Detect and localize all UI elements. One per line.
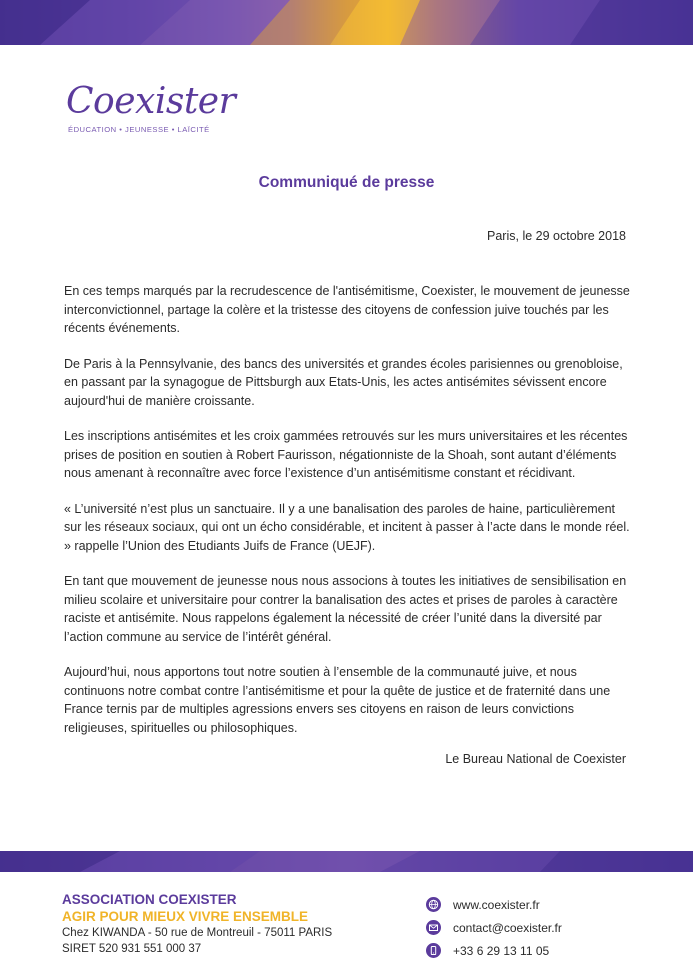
press-release-body [64,282,630,754]
paragraph: Aujourd’hui, nous apportons tout notre soutien à l’ensemble de la communauté juive, et nous continuons notre combat contre l’antisémitisme et pour la quête de justice et de fraternité dans une France ternis par de multiples agressions envers ses citoyens en raison de leurs convictions religieuses, spirituelles ou philosophiques. [64,665,611,735]
footer-triangle-pattern [0,851,693,872]
signature: Le Bureau National de Coexister [445,752,626,766]
footer-org-name: ASSOCIATION COEXISTER [62,892,237,907]
website-link[interactable]: www.coexister.fr [453,897,540,912]
coexister-logo [66,80,236,138]
dateline: Paris, le 29 octobre 2018 [487,229,626,243]
document-title: Communiqué de presse [258,174,435,191]
header-triangle-pattern [0,0,693,45]
footer-slogan: AGIR POUR MIEUX VIVRE ENSEMBLE [62,909,309,924]
footer-decorative-band [0,851,693,872]
footer-address: Chez KIWANDA - 50 rue de Montreuil - 75011 PARIS [62,927,333,939]
footer-organization-block [62,891,332,957]
paragraph: Les inscriptions antisémites et les croix gammées retrouvés sur les murs universitaires et les récentes prises de position en soutien à Robert Faurisson, négationniste de la Shoah, sont autant d’éléments nous amenant à reconnaître avec force l’existence d’un antisémitisme constant et récidivant. [64,429,628,480]
paragraph: En tant que mouvement de jeunesse nous nous associons à toutes les initiatives de sensibilisation en milieu scolaire et universitaire pour contrer la banalisation des actes et prises de paroles à caractère raciste et antisémite. Nous rappelons également la nécessité de créer l’unité dans la diversité par l’action commune au service de l’intérêt général. [64,574,627,644]
globe-icon [426,897,441,912]
footer-siret: SIRET 520 931 551 000 37 [62,943,202,955]
logo-wordmark: Coexister [66,81,236,122]
phone-number[interactable]: +33 6 29 13 11 05 [453,943,550,958]
contact-website[interactable] [426,893,562,916]
paragraph: En ces temps marqués par la recrudescence de l'antisémitisme, Coexister, le mouvement de jeunesse interconvictionnel, partage la colère et la tristesse des citoyens de confession juive touchés par les récents événements. [64,284,630,335]
paragraph: « L’université n’est plus un sanctuaire. Il y a une banalisation des paroles de haine, particulièrement sur les réseaux sociaux, qui ont un écho considérable, et incitent à passer à l’acte dans le monde réel. » rappelle l’Union des Etudiants Juifs de France (UEJF). [64,501,630,553]
contact-email[interactable] [426,916,562,939]
logo-tagline: ÉDUCATION • JEUNESSE • LAÏCITÉ [68,125,210,134]
paragraph: De Paris à la Pennsylvanie, des bancs des universités et grandes écoles parisiennes ou grenobloise, en passant par la synagogue de Pittsburgh aux Etats-Unis, les actes antisémites sévissent encore aujourd'hui de manière croissante. [64,356,623,408]
phone-icon [426,943,441,958]
header-decorative-band [0,0,693,45]
footer-contact-block [426,893,562,962]
email-link[interactable]: contact@coexister.fr [453,920,562,935]
contact-phone[interactable] [426,939,562,962]
mail-icon [426,920,441,935]
